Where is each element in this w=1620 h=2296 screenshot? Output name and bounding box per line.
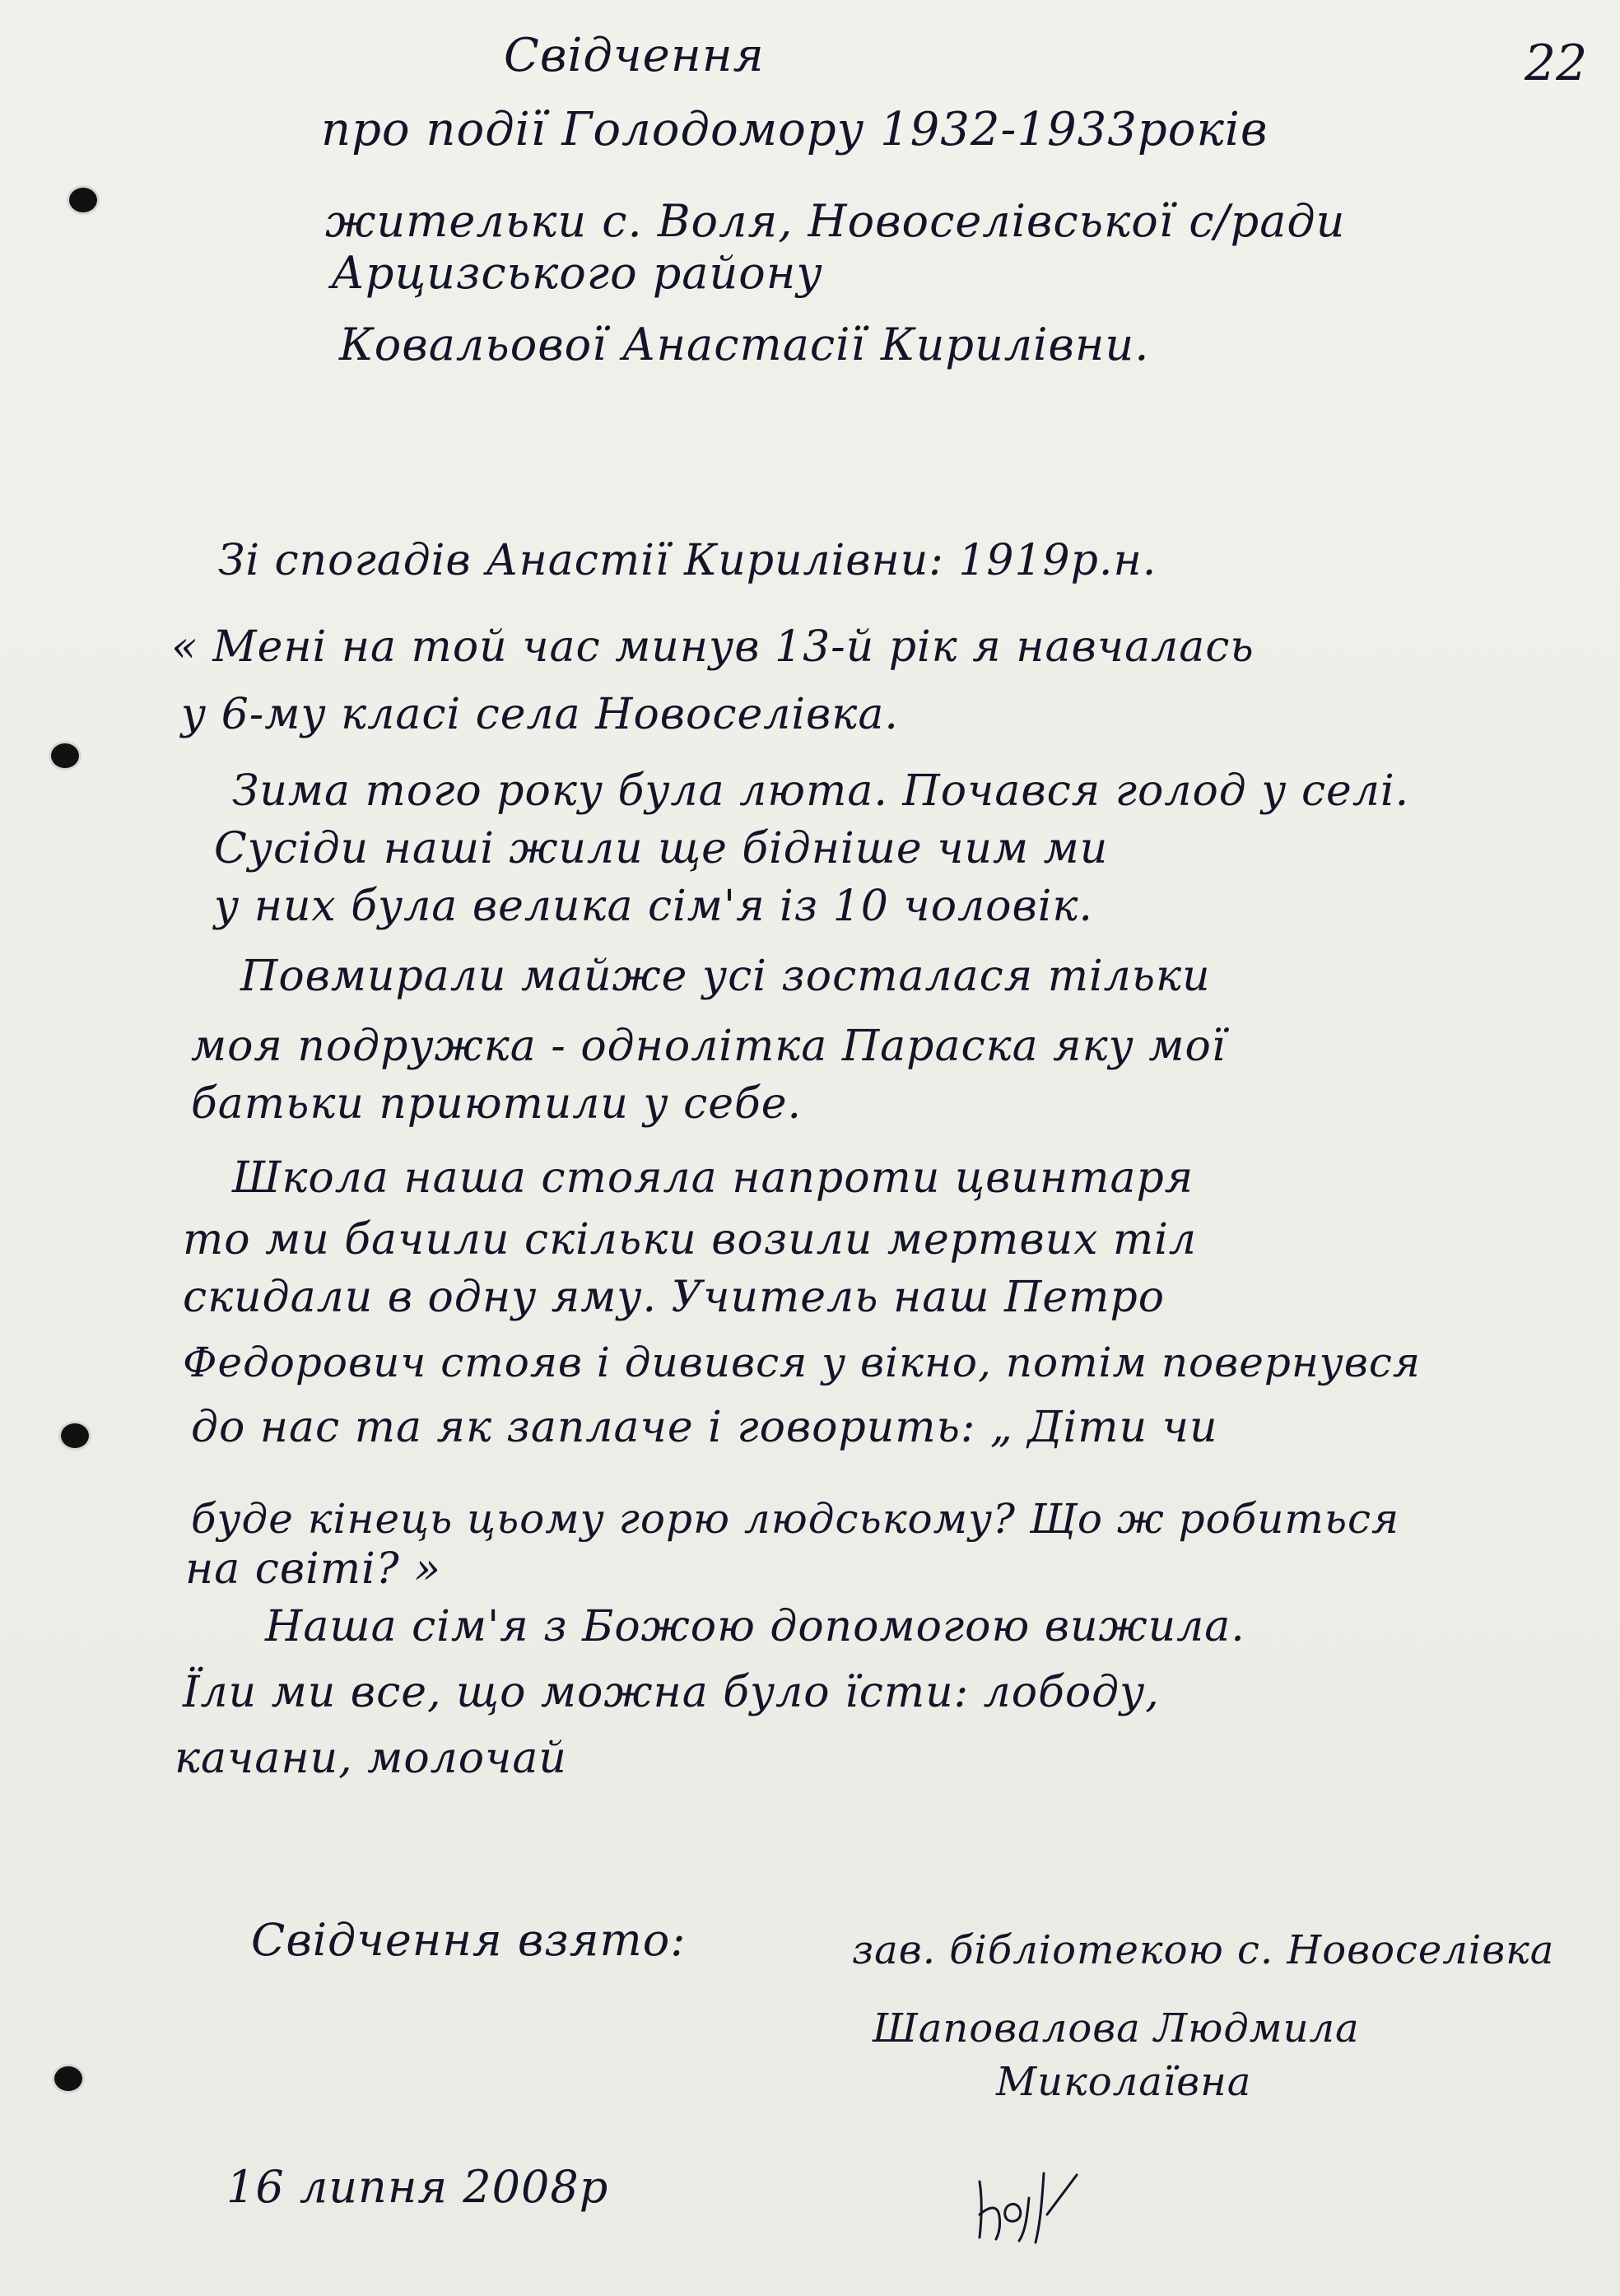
body-line-12: скидали в одну яму. Учитель наш Петро [183, 1273, 1166, 1322]
body-line-8: моя подружка - однолітка Параска яку мої [191, 1022, 1227, 1071]
body-line-2: « Мені на той час минув 13-й рік я навчалась [171, 622, 1255, 672]
body-line-7: Повмирали майже усі зосталася тільки [240, 952, 1211, 1001]
body-line-13: Федорович стояв і дивився у вікно, потім повернувся [183, 1339, 1421, 1386]
body-line-10: Школа наша стояла напроти цвинтаря [232, 1153, 1194, 1203]
body-line-15: буде кінець цьому горю людському? Що ж робиться [191, 1495, 1400, 1543]
body-line-11: то ми бачили скільки возили мертвих тіл [183, 1215, 1197, 1264]
body-line-19: качани, молочай [175, 1734, 567, 1783]
body-line-6: у них була велика сім'я із 10 чоловік. [214, 882, 1093, 931]
heading-line-1: про події Голодомору 1932-1933років [321, 103, 1269, 156]
body-line-4: Зима того року була люта. Почався голод у селі. [232, 766, 1410, 816]
handwritten-signature [971, 2165, 1087, 2247]
heading-line-2: жительки с. Воля, Новоселівської с/ради [325, 195, 1346, 247]
body-line-16: на світі? » [185, 1544, 441, 1594]
punch-hole-1 [69, 188, 97, 212]
heading-line-3: Арцизського району [331, 247, 823, 299]
page-number: 22 [1525, 35, 1588, 92]
recorder-line-2: Шаповалова Людмила [873, 2005, 1360, 2051]
heading-line-4: Ковальової Анастасії Кирилівни. [339, 319, 1150, 370]
punch-hole-4 [54, 2066, 82, 2091]
body-line-17: Наша сім'я з Божою допомогою вижила. [265, 1602, 1245, 1651]
document-title: Свідчення [504, 29, 765, 82]
body-line-3: у 6-му класі села Новоселівка. [181, 690, 899, 739]
body-line-18: Їли ми все, що можна було їсти: лободу, [183, 1668, 1160, 1717]
body-line-1: Зі спогадів Анастії Кирилівни: 1919р.н. [218, 536, 1157, 585]
punch-hole-3 [61, 1423, 89, 1448]
recorder-line-1: зав. бібліотекою с. Новоселівка [852, 1927, 1555, 1973]
body-line-5: Сусіди наші жили ще бідніше чим ми [214, 824, 1109, 873]
statement-date: 16 липня 2008р [226, 2161, 609, 2213]
recorder-line-3: Миколаївна [996, 2059, 1252, 2105]
body-line-9: батьки приютили у себе. [191, 1079, 803, 1129]
body-line-14: до нас та як заплаче і говорить: „ Діти чи [191, 1403, 1218, 1452]
punch-hole-2 [51, 743, 79, 768]
statement-taken-label: Свідчення взято: [251, 1914, 687, 1966]
